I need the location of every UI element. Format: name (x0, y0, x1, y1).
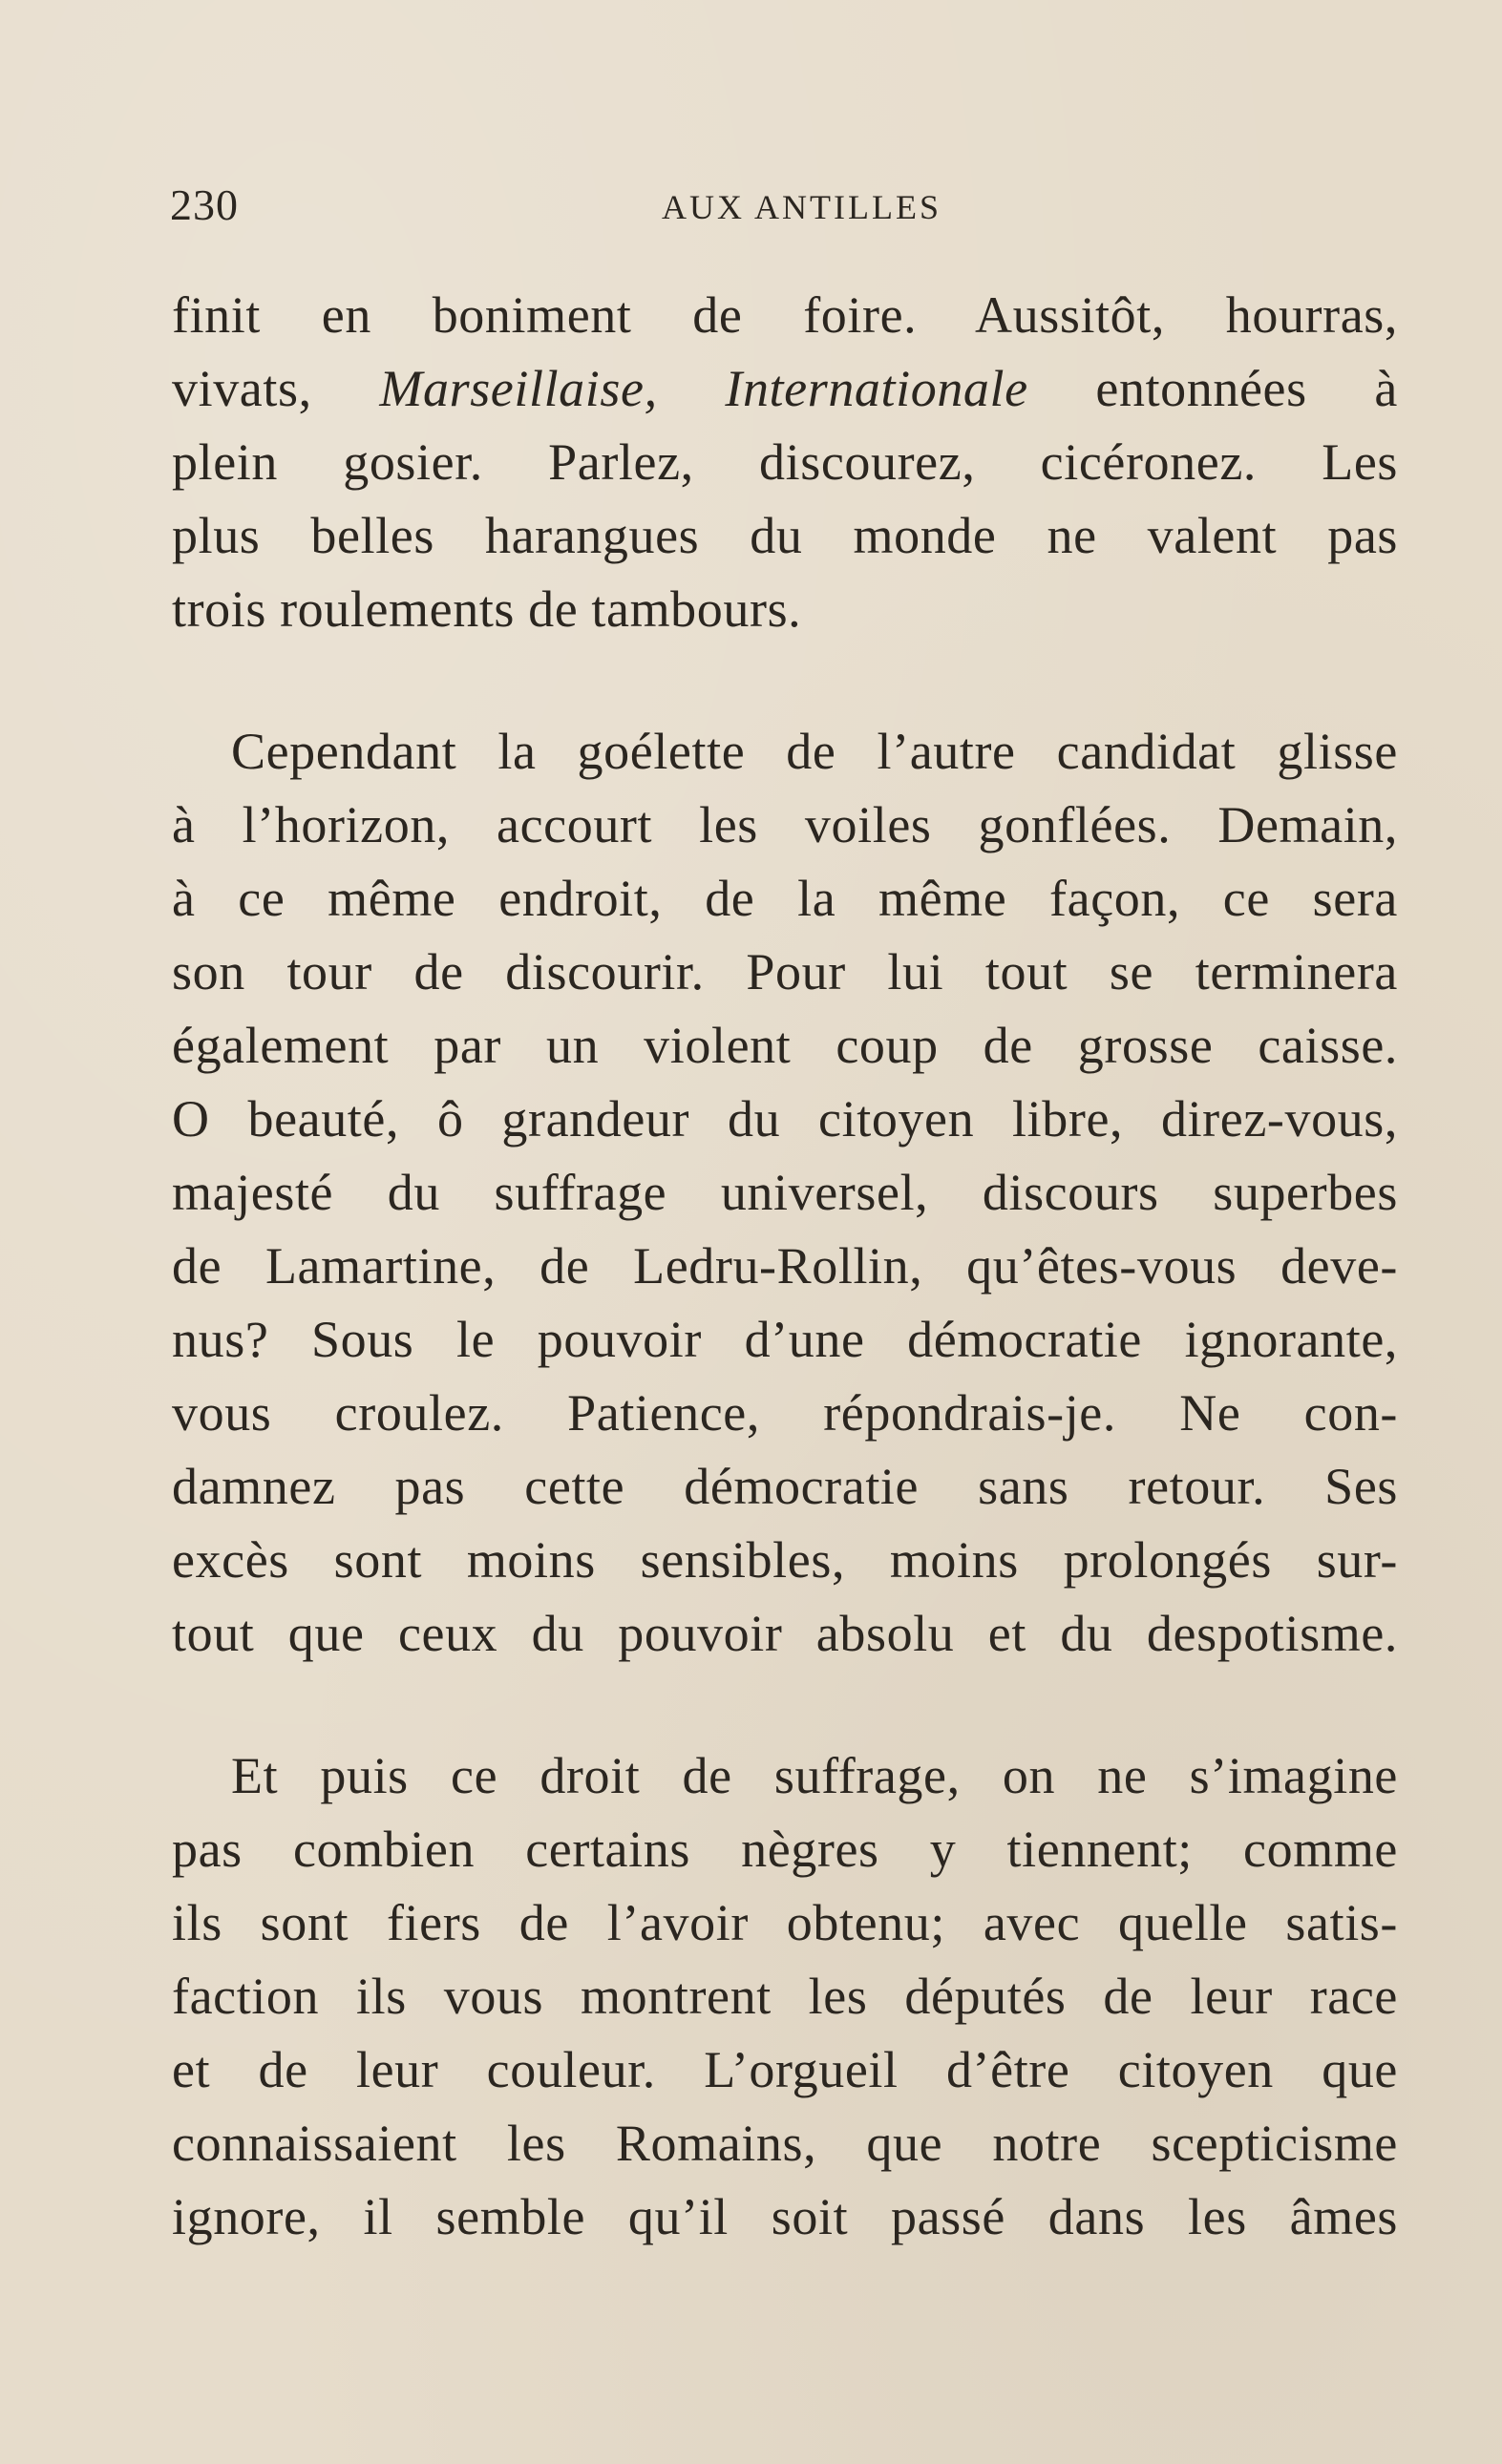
text-line: nus? Sous le pouvoir d’une démocratie ignorante, (172, 1311, 1398, 1368)
text-line: ignore, il semble qu’il soit passé dans les âmes (172, 2188, 1398, 2245)
text-line: majesté du suffrage universel, discours superbes (172, 1164, 1398, 1221)
running-head (170, 179, 1397, 237)
text-line: vous croulez. Patience, répondrais-je. Ne con- (172, 1384, 1398, 1442)
text-line: également par un violent coup de grosse caisse. (172, 1017, 1398, 1074)
text-line: O beauté, ô grandeur du citoyen libre, direz-vous, (172, 1090, 1398, 1148)
text-line: tout que ceux du pouvoir absolu et du despotisme. (172, 1605, 1398, 1662)
italic-segment: Marseillaise, Internationale (379, 360, 1028, 417)
text-line: son tour de discourir. Pour lui tout se terminera (172, 943, 1398, 1000)
text-line: à ce même endroit, de la même façon, ce sera (172, 870, 1398, 927)
text-line: plus belles harangues du monde ne valent pas (172, 507, 1398, 564)
text-line: plein gosier. Parlez, discourez, cicéronez. Les (172, 433, 1398, 491)
text-line: damnez pas cette démocratie sans retour. Ses (172, 1458, 1398, 1515)
text-line: Et puis ce droit de suffrage, on ne s’imagine (231, 1747, 1398, 1804)
text-line: connaissaient les Romains, que notre scepticisme (172, 2115, 1398, 2172)
text-line: ils sont fiers de l’avoir obtenu; avec quelle satis- (172, 1894, 1398, 1951)
text-line: pas combien certains nègres y tiennent; comme (172, 1821, 1398, 1878)
running-title: AUX ANTILLES (662, 188, 941, 226)
paragraph-gap (172, 646, 1398, 715)
text-line: et de leur couleur. L’orgueil d’être citoyen que (172, 2041, 1398, 2098)
text-line: Cependant la goélette de l’autre candidat glisse (231, 723, 1398, 780)
text-line: à l’horizon, accourt les voiles gonflées. Demain, (172, 796, 1398, 853)
text-segment: entonnées à (1027, 360, 1399, 417)
body-text (172, 279, 1398, 2254)
text-line: finit en boniment de foire. Aussitôt, hourras, (172, 286, 1398, 344)
text-line (172, 352, 1398, 426)
text-line: faction ils vous montrent les députés de leur race (172, 1968, 1398, 2025)
text-line: excès sont moins sensibles, moins prolongés sur- (172, 1531, 1398, 1589)
paragraph-gap (172, 1671, 1398, 1739)
text-segment: vivats, (172, 360, 380, 417)
text-line: de Lamartine, de Ledru-Rollin, qu’êtes-vous deve- (172, 1237, 1398, 1295)
page-number: 230 (170, 180, 239, 229)
text-line: trois roulements de tambours. (172, 580, 802, 638)
